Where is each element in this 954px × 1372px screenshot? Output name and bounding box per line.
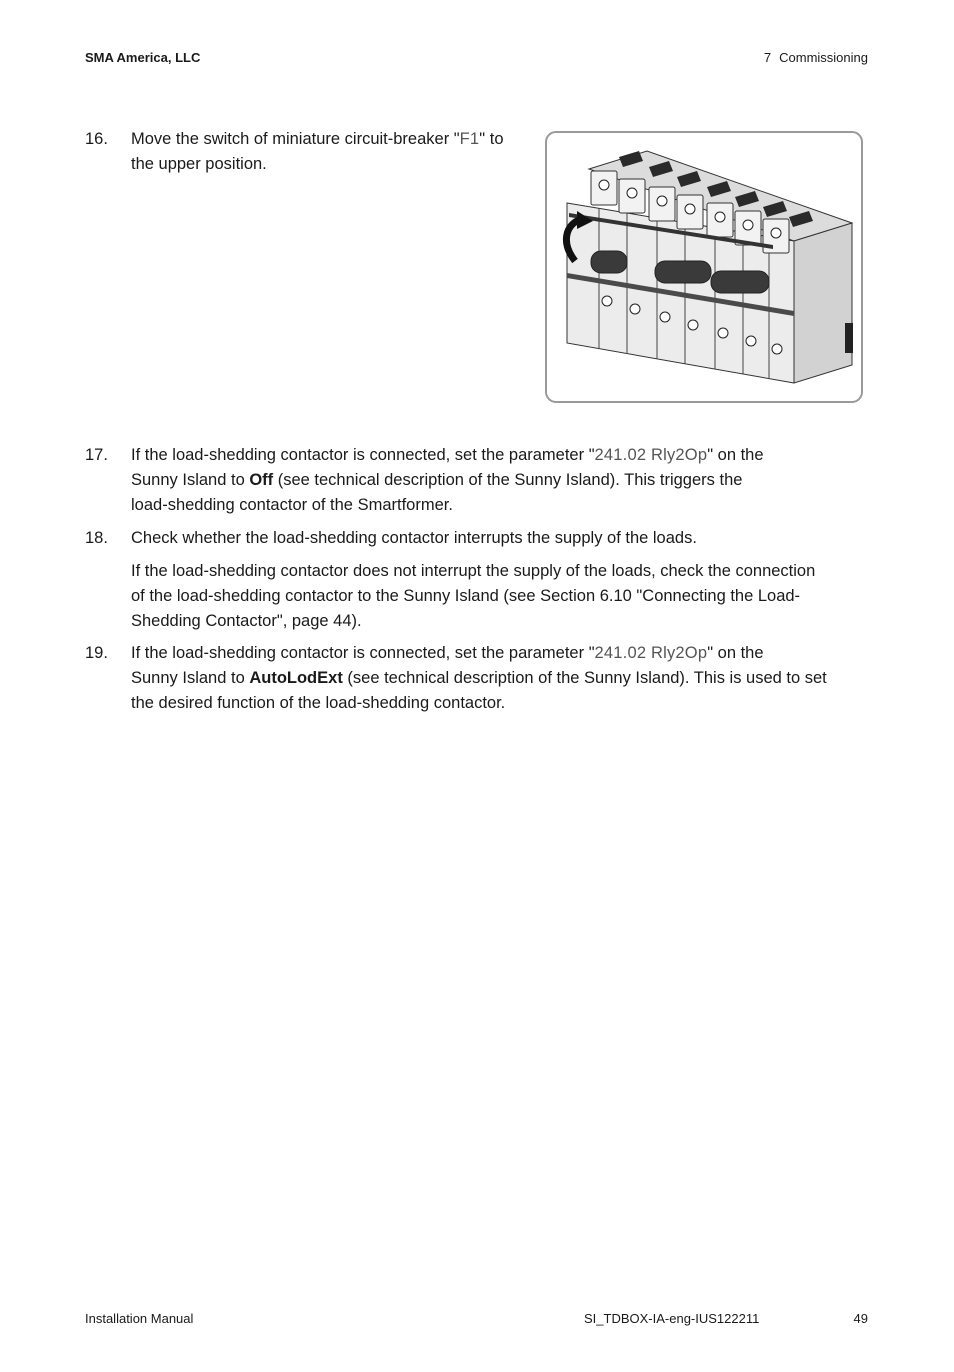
step-18 [85, 526, 875, 636]
step-text: Check whether the load-shedding contactor interrupts the supply of the loads. If the load-shedding contactor does not interrupt the supply of the loads, check the connection of the load-shedding contactor to the Sunny Island (see Section 6.10 "Connecting the Load- Shedding Contactor", page 44). [131, 526, 815, 634]
step-16 [85, 127, 535, 177]
step-19 [85, 641, 875, 716]
chapter-number: 7 [763, 50, 772, 65]
parameter-name: 241.02 Rly2Op [594, 446, 708, 464]
step-text: Move the switch of miniature circuit-breaker "F1" to the upper position. [131, 130, 504, 173]
footer-page-number: 49 [853, 1311, 868, 1326]
step-number: 18. [85, 529, 108, 547]
step-note: If the load-shedding contactor does not interrupt the supply of the loads, check the connection of the load-shedding contactor to the Sunny Island (see Section 6.10 "Connecting the Load- Shedding Contactor", page 44). [131, 562, 816, 630]
step-number: 17. [85, 446, 108, 464]
header-company: SMA America, LLC [85, 50, 201, 65]
parameter-name: F1 [459, 130, 480, 148]
footer-doc-id: SI_TDBOX-IA-eng-IUS122211 [584, 1311, 760, 1326]
header-chapter [764, 50, 868, 65]
chapter-title: Commissioning [779, 50, 868, 65]
parameter-value: AutoLodExt [249, 669, 343, 687]
step-number: 16. [85, 130, 108, 148]
circuit-breaker-illustration-icon [547, 133, 861, 401]
step-text: If the load-shedding contactor is connected, set the parameter "241.02 Rly2Op" on the Sunny Island to Off (see technical description of the Sunny Island). This triggers the load-shedding contactor of the Smartformer. [131, 446, 764, 514]
footer-manual: Installation Manual [85, 1311, 194, 1326]
circuit-breaker-figure [545, 131, 863, 403]
step-text: If the load-shedding contactor is connected, set the parameter "241.02 Rly2Op" on the Sunny Island to AutoLodExt (see technical description of the Sunny Island). This is used to set the desired function of the load-shedding contactor. [131, 644, 827, 712]
parameter-name: 241.02 Rly2Op [594, 644, 708, 662]
step-number: 19. [85, 644, 108, 662]
parameter-value: Off [249, 471, 274, 489]
step-17 [85, 443, 875, 518]
